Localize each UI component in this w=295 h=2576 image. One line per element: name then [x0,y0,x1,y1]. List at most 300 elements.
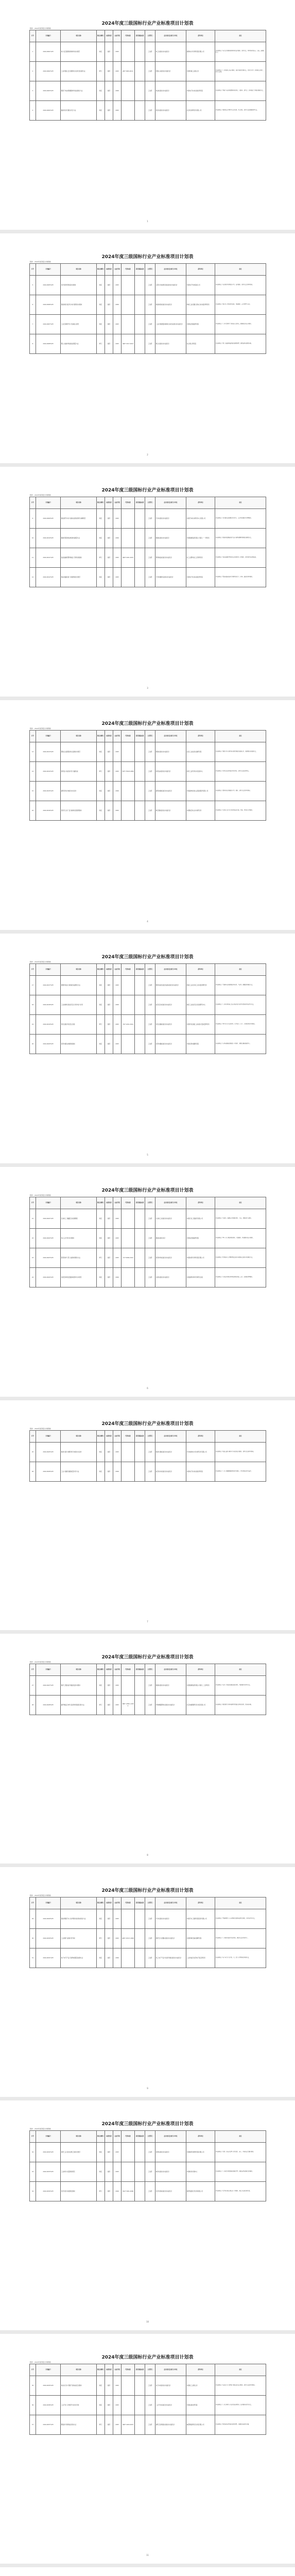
table-header-row [30,964,266,976]
col-dept-cell: 工信部 [145,568,155,587]
col-adopt-cell [135,1676,145,1696]
col-code-cell: 2024-0021T-ZH [36,1209,61,1229]
col-tc-header: 技术委员会或归口单位 [155,2131,186,2143]
col-code-cell: 2024-0006T-ZH [36,295,61,315]
page-number: 9 [147,2087,148,2090]
table-row [30,1909,266,1929]
col-code-cell: 2024-0027T-ZH [36,1676,61,1696]
attachment-note: 附件：2024年度项目计划明细 [30,27,51,29]
col-remark-header: 备注 [215,1431,266,1443]
col-remark-cell: 本标准规定了建筑用光伏玻璃的分类、要求、试验方法及检验规则。 [215,782,266,801]
table-row [30,742,266,762]
attachment-note: 附件：2024年度项目计划明细 [30,494,51,496]
table-header-row [30,30,266,42]
col-nature-cell: 推荐 [105,2182,113,2201]
col-name-header: 项目名称 [61,964,97,976]
col-name-cell: 家用电器 能效测试通则 [61,1035,97,1054]
col-replace-cell [122,1948,135,1968]
col-no-cell: 10 [30,529,36,548]
col-name-cell: 食品接触用塑料制品 迁移试验通则 [61,548,97,568]
col-name-header: 项目名称 [61,1431,97,1443]
col-nature-cell: 推荐 [105,2415,113,2435]
table-header-row [30,1664,266,1676]
table-row [30,276,266,295]
col-code-cell: 2024-0019T-ZH [36,1015,61,1035]
col-name-cell: 光伏组件用背板技术要求 [61,276,97,295]
col-year-header: 完成年限 [113,2131,122,2143]
col-org-cell: 中国特种设备检测研究院 [186,1929,215,1948]
table-row [30,1015,266,1035]
col-replace-header: 代替标准 [122,264,135,276]
col-remark-cell: 本标准规定了电动自行车用锂离子蓄电池的安全要求、试验方法和检验规则。 [215,2376,266,2396]
col-replace-header: 代替标准 [122,30,135,42]
col-adopt-cell [135,2162,145,2182]
col-replace-header: 代替标准 [122,1664,135,1676]
table-row [30,801,266,821]
col-type-cell: 制定 [97,1209,105,1229]
col-remark-cell: 本标准规定了5G工业专网的网络架构、功能要求、性能要求和安全要求。 [215,1229,266,1248]
page-number: 4 [147,920,148,923]
attachment-note: 附件：2024年度项目计划明细 [30,1894,51,1896]
col-no-cell: 26 [30,1462,36,1482]
col-remark-cell: 本标准规定了数字化车间的体系结构、基础要求、运行管理等内容。 [215,295,266,315]
table-row [30,509,266,529]
page [0,2334,295,2564]
col-no-cell: 3 [30,81,36,101]
table-row [30,1462,266,1482]
col-replace-cell [122,315,135,334]
col-nature-cell: 推荐 [105,782,113,801]
project-table [29,1197,266,1287]
col-code-cell: 2024-0015T-ZH [36,782,61,801]
col-no-cell: 34 [30,2182,36,2201]
col-year-header: 完成年限 [113,731,122,742]
col-replace-cell [122,742,135,762]
col-tc-cell: 航空器标准化技术委员会 [155,801,186,821]
page-title: 2024年度三级国标行业产业标准项目计划表 [101,255,194,260]
col-org-cell: 中国建材检验认证集团股份有限公司 [186,782,215,801]
col-year-cell: 2025 [113,976,122,995]
col-no-cell: 6 [30,295,36,315]
col-replace-cell: YS/T 1001-2014 [122,1015,135,1035]
col-remark-cell: 本标准规定了石油化工储罐安全检测的项目、方法、周期和评定要求。 [215,1209,266,1229]
col-replace-cell [122,1909,135,1929]
col-replace-cell [122,276,135,295]
col-adopt-header: 采用国际标准 [135,964,145,976]
col-no-cell: 36 [30,2396,36,2415]
col-no-header: 序号 [30,2131,36,2143]
table-row [30,1929,266,1948]
col-org-cell: 中车株洲电力机车研究所有限公司 [186,1443,215,1462]
col-tc-cell: 船舶标准化技术委员会 [155,529,186,548]
col-year-header: 完成年限 [113,1897,122,1909]
col-replace-cell [122,2396,135,2415]
col-adopt-header: 采用国际标准 [135,731,145,742]
col-adopt-cell [135,101,145,121]
table-row [30,548,266,568]
col-name-cell: 工业节水 冷却塔节水技术导则 [61,2396,97,2415]
col-replace-cell [122,2143,135,2162]
col-adopt-cell [135,42,145,62]
col-tc-cell: 燃料电池及液流电池标准化技术委员会 [155,976,186,995]
table-row [30,1443,266,1462]
col-org-header: 起草单位 [186,2364,215,2376]
col-dept-cell: 工信部 [145,2415,155,2435]
col-adopt-cell [135,1462,145,1482]
col-code-cell: 2024-0023T-ZH [36,1248,61,1268]
col-code-cell: 2024-0022T-ZH [36,1229,61,1248]
col-tc-cell: 工业节水标准化技术委员会 [155,2396,186,2415]
col-year-cell: 2026 [113,1462,122,1482]
col-tc-header: 技术委员会或归口单位 [155,964,186,976]
col-replace-cell [122,801,135,821]
page [0,0,295,230]
col-code-header: 计划编号 [36,2364,61,2376]
col-name-cell: 新能源汽车动力蓄电池回收利用 拆解规范 [61,509,97,529]
col-org-cell: 中国电子技术标准化研究院 [186,81,215,101]
col-org-cell: 国网电力科学研究院有限公司 [186,42,215,62]
col-year-cell: 2025 [113,1248,122,1268]
col-type-header: 制定或修订 [97,30,105,42]
col-org-cell: 轻工业塑料加工应用研究所 [186,548,215,568]
col-type-cell: 制定 [97,1462,105,1482]
col-type-cell: 制定 [97,101,105,121]
col-nature-cell: 推荐 [105,976,113,995]
col-replace-cell [122,529,135,548]
col-name-cell: 稀土永磁材料磁性能测量方法 [61,334,97,354]
col-replace-cell [122,1462,135,1482]
col-org-cell: 北京玻璃钢研究设计院有限公司 [186,1696,215,1715]
col-name-cell: 工业控制系统信息安全 防护能力评价 [61,995,97,1015]
project-table [29,497,266,587]
col-dept-cell: 工信部 [145,2143,155,2162]
table-header-row [30,731,266,742]
col-remark-cell: 本标准规定了民用无人机飞行控制系统的功能、性能、环境适应性要求。 [215,801,266,821]
col-code-cell: 2024-0032T-ZH [36,2143,61,2162]
col-org-cell: 工业和信息化部电子第五研究所 [186,1948,215,1968]
table-row [30,295,266,315]
col-nature-cell: 推荐 [105,1676,113,1696]
col-name-cell: 工业锅炉 能效评价导则 [61,1929,97,1948]
col-year-cell: 2025 [113,101,122,121]
col-replace-cell [122,2376,135,2396]
col-year-cell: 2025 [113,62,122,81]
col-adopt-cell [135,509,145,529]
col-code-cell: 2024-0012T-ZH [36,568,61,587]
col-no-cell: 13 [30,742,36,762]
col-replace-cell [122,782,135,801]
table-row [30,2143,266,2162]
col-tc-cell: 自行车标准化技术委员会 [155,2376,186,2396]
col-year-header: 完成年限 [113,1664,122,1676]
col-dept-cell: 工信部 [145,1929,155,1948]
col-dept-cell: 工信部 [145,509,155,529]
col-year-cell: 2026 [113,295,122,315]
col-remark-header: 备注 [215,1664,266,1676]
col-dept-cell: 工信部 [145,995,155,1015]
col-adopt-header: 采用国际标准 [135,2364,145,2376]
col-year-cell: 2025 [113,334,122,354]
col-type-header: 制定或修订 [97,1897,105,1909]
col-dept-cell: 工信部 [145,2182,155,2201]
col-no-cell: 25 [30,1443,36,1462]
col-type-header: 制定或修订 [97,964,105,976]
col-type-cell: 制定 [97,509,105,529]
attachment-note: 附件：2024年度项目计划明细 [30,727,51,730]
col-no-cell: 18 [30,995,36,1015]
col-tc-header: 技术委员会或归口单位 [155,2364,186,2376]
col-tc-header: 技术委员会或归口单位 [155,497,186,509]
table-header-row [30,264,266,276]
table-row [30,1229,266,1248]
project-table [29,2130,266,2201]
col-no-header: 序号 [30,1897,36,1909]
table-header-row [30,2131,266,2143]
col-dept-cell: 工信部 [145,1696,155,1715]
col-adopt-cell [135,1696,145,1715]
page-title: 2024年度三级国标行业产业标准项目计划表 [101,955,194,960]
col-remark-cell: 本标准规定了医用防护口罩颗粒物过滤效率和细菌过滤效率的测试方法。 [215,1248,266,1268]
col-type-cell: 制定 [97,295,105,315]
col-nature-header: 标准性质 [105,1664,113,1676]
col-no-cell: 29 [30,1909,36,1929]
col-org-cell: 中国石化工程建设有限公司 [186,1209,215,1229]
col-code-cell: 2024-0007T-ZH [36,315,61,334]
project-table [29,2364,266,2435]
col-remark-cell: 本标准规定了氢燃料电池双极板的导电性、气密性、耐腐蚀性测试方法。 [215,976,266,995]
col-no-cell: 5 [30,276,36,295]
col-adopt-header: 采用国际标准 [135,497,145,509]
col-type-header: 制定或修订 [97,2364,105,2376]
col-code-cell: 2024-0024T-ZH [36,1268,61,1287]
col-tc-cell: 船舶标准化技术委员会 [155,1676,186,1696]
col-no-cell: 20 [30,1035,36,1054]
col-no-cell: 19 [30,1015,36,1035]
col-year-cell: 2025 [113,2143,122,2162]
col-code-cell: 2024-0037T-ZH [36,2415,61,2435]
page-title: 2024年度三级国标行业产业标准项目计划表 [101,1421,194,1427]
col-tc-cell: 电工电子产品与系统环境标准化技术委员会 [155,1948,186,1968]
col-tc-cell: 造纸标准化技术委员会 [155,2143,186,2162]
col-replace-cell [122,101,135,121]
col-type-cell: 修订 [97,334,105,354]
col-remark-cell: 本标准规定了再生铝合金锭的牌号、化学成分、尺寸、外观质量及检验规则。 [215,1015,266,1035]
col-nature-cell: 推荐 [105,101,113,121]
col-type-header: 制定或修订 [97,1664,105,1676]
col-no-header: 序号 [30,497,36,509]
col-replace-cell [122,1035,135,1054]
table-header-row [30,2364,266,2376]
col-nature-header: 标准性质 [105,2364,113,2376]
col-type-cell: 制定 [97,2376,105,2396]
col-no-cell: 22 [30,1229,36,1248]
page-number: 7 [147,1620,148,1623]
col-dept-cell: 工信部 [145,1443,155,1462]
col-org-cell: 中国标准化研究院 [186,2396,215,2415]
col-year-cell: 2025 [113,315,122,334]
table-row [30,2396,266,2415]
col-type-header: 制定或修订 [97,497,105,509]
col-name-cell: 民用无人机 飞行控制系统通用要求 [61,801,97,821]
col-replace-header: 代替标准 [122,2131,135,2143]
col-adopt-cell [135,62,145,81]
col-org-cell: 中国汽车工程研究院股份有限公司 [186,1909,215,1929]
col-replace-header: 代替标准 [122,1197,135,1209]
col-type-cell: 修订 [97,1696,105,1715]
col-name-cell: 建筑用光伏玻璃 技术条件 [61,782,97,801]
col-remark-header: 备注 [215,964,266,976]
table-row [30,1248,266,1268]
col-dept-cell: 工信部 [145,1209,155,1229]
col-remark-cell: 本标准规定了数控机床可靠性评定的术语、评定指标、试验方法和数据处理方法。 [215,101,266,121]
col-code-cell: 2024-0020T-ZH [36,1035,61,1054]
col-remark-cell: 本标准规定了动力蓄电池拆解的作业程序、安全环保要求及管理要求。 [215,509,266,529]
col-dept-cell: 工信部 [145,101,155,121]
col-nature-cell: 推荐 [105,509,113,529]
col-remark-cell: 本标准规定了船舶用低速柴油机气态污染物和颗粒物排放的测量方法。 [215,529,266,548]
col-year-header: 完成年限 [113,1197,122,1209]
col-tc-cell: 建筑卫生陶瓷标准化技术委员会 [155,2415,186,2435]
col-type-cell: 修订 [97,62,105,81]
attachment-note: 附件：2024年度项目计划明细 [30,961,51,963]
col-code-cell: 2024-0031T-ZH [36,1948,61,1968]
col-name-cell: 有色金属 再生铝合金锭 [61,1015,97,1035]
col-adopt-cell [135,568,145,587]
col-type-cell: 制定 [97,81,105,101]
col-type-cell: 制定 [97,315,105,334]
page [0,2567,295,2576]
col-type-cell: 制定 [97,1676,105,1696]
col-org-cell: 中国有色金属工业标准计量质量研究所 [186,1015,215,1035]
col-remark-cell: 本标准规定了工业冷却塔节水技术的选用原则、技术要求和评价方法。 [215,2396,266,2415]
col-replace-cell: JB/T 5063-2014 [122,62,135,81]
col-dept-cell: 工信部 [145,2396,155,2415]
col-dept-cell: 工信部 [145,81,155,101]
col-code-header: 计划编号 [36,1431,61,1443]
col-dept-header: 主管部门 [145,964,155,976]
col-tc-header: 技术委员会或归口单位 [155,1431,186,1443]
table-row [30,529,266,548]
col-name-cell: 氢燃料电池 双极板性能测试方法 [61,976,97,995]
col-nature-cell: 推荐 [105,568,113,587]
col-year-cell: 2026 [113,995,122,1015]
col-remark-header: 备注 [215,1197,266,1209]
col-org-cell: 中国机械工业联合会 [186,62,215,81]
col-remark-header: 备注 [215,264,266,276]
table-row [30,1696,266,1715]
col-name-cell: 水泥窑协同处置固体废物 技术规范 [61,1268,97,1287]
col-no-cell: 11 [30,548,36,568]
col-org-cell: 中国建筑材料科学研究总院 [186,1268,215,1287]
col-tc-cell: 机器人标准化技术委员会 [155,62,186,81]
col-dept-cell: 工信部 [145,1268,155,1287]
col-year-cell: 2025 [113,276,122,295]
col-no-cell: 30 [30,1929,36,1948]
table-row [30,2415,266,2435]
col-tc-cell: 电工标准化技术委员会 [155,42,186,62]
col-no-cell: 32 [30,2143,36,2162]
table-row [30,1676,266,1696]
col-dept-cell: 工信部 [145,1909,155,1929]
col-no-cell: 4 [30,101,36,121]
col-name-cell: 电动自行车 锂离子蓄电池安全要求 [61,2376,97,2396]
table-row [30,1948,266,1968]
col-no-header: 序号 [30,1664,36,1676]
col-no-cell: 2 [30,62,36,81]
col-adopt-cell [135,1929,145,1948]
col-nature-cell: 推荐 [105,295,113,315]
col-no-header: 序号 [30,964,36,976]
col-replace-cell [122,1268,135,1287]
col-code-cell: 2024-0017T-ZH [36,976,61,995]
col-org-cell: 包头稀土研究院 [186,334,215,354]
col-year-cell: 2025 [113,2376,122,2396]
col-org-header: 起草单位 [186,1897,215,1909]
col-no-cell: 27 [30,1676,36,1696]
col-nature-cell: 推荐 [105,1229,113,1248]
col-year-header: 完成年限 [113,964,122,976]
col-nature-cell: 推荐 [105,81,113,101]
col-nature-header: 标准性质 [105,2131,113,2143]
page-number: 2 [147,453,148,456]
col-type-cell: 制定 [97,2396,105,2415]
col-org-cell: 中国电子科技集团公司 [186,276,215,295]
col-code-header: 计划编号 [36,497,61,509]
col-no-cell: 24 [30,1268,36,1287]
col-dept-cell: 工信部 [145,276,155,295]
col-dept-cell: 工信部 [145,2162,155,2182]
col-org-cell: 中国家用电器研究院 [186,1035,215,1054]
col-replace-header: 代替标准 [122,2364,135,2376]
col-code-cell: 2024-0010T-ZH [36,529,61,548]
col-name-header: 项目名称 [61,30,97,42]
col-remark-cell: 本标准规定了家用电器能效测试的一般条件、测量仪器和测试程序。 [215,1035,266,1054]
col-replace-cell: FZ/T 73023-2006 [122,762,135,782]
col-tc-cell: 汽车标准化技术委员会 [155,509,186,529]
col-type-cell: 制定 [97,782,105,801]
col-name-cell: 钢铁企业超低排放 监测技术规范 [61,742,97,762]
col-code-cell: 2024-0028T-ZH [36,1696,61,1715]
col-year-cell: 2025 [113,762,122,782]
col-type-header: 制定或修订 [97,2131,105,2143]
col-dept-cell: 工信部 [145,295,155,315]
col-replace-cell [122,42,135,62]
col-name-cell: 轨道交通 车辆用牵引电机技术条件 [61,1443,97,1462]
col-remark-header: 备注 [215,30,266,42]
col-adopt-cell [135,2143,145,2162]
col-name-cell: 5G工业专网 技术要求 [61,1229,97,1248]
col-no-header: 序号 [30,1431,36,1443]
table-row [30,42,266,62]
page-title: 2024年度三级国标行业产业标准项目计划表 [101,1655,194,1660]
table-row [30,2162,266,2182]
col-org-header: 起草单位 [186,1197,215,1209]
col-dept-cell: 工信部 [145,42,155,62]
col-code-header: 计划编号 [36,964,61,976]
page-title: 2024年度三级国标行业产业标准项目计划表 [101,1188,194,1193]
col-tc-cell: 塑料制品标准化技术委员会 [155,548,186,568]
col-tc-cell: 医用材料标准化技术委员会 [155,1248,186,1268]
col-tc-cell: 化学试剂标准化技术委员会 [155,2182,186,2201]
col-org-cell: 中国船舶集团有限公司第七二五研究所 [186,1676,215,1696]
page [0,1634,295,1863]
col-org-cell: 国家工业信息安全发展研究中心 [186,995,215,1015]
col-org-cell: 中国轻工业联合会 [186,2376,215,2396]
col-year-cell: 2026 [113,1268,122,1287]
col-code-header: 计划编号 [36,731,61,742]
col-tc-header: 技术委员会或归口单位 [155,731,186,742]
col-remark-cell: 本标准规定了陶瓷砖防滑性能的试验原理、仪器设备和试验步骤。 [215,2415,266,2435]
